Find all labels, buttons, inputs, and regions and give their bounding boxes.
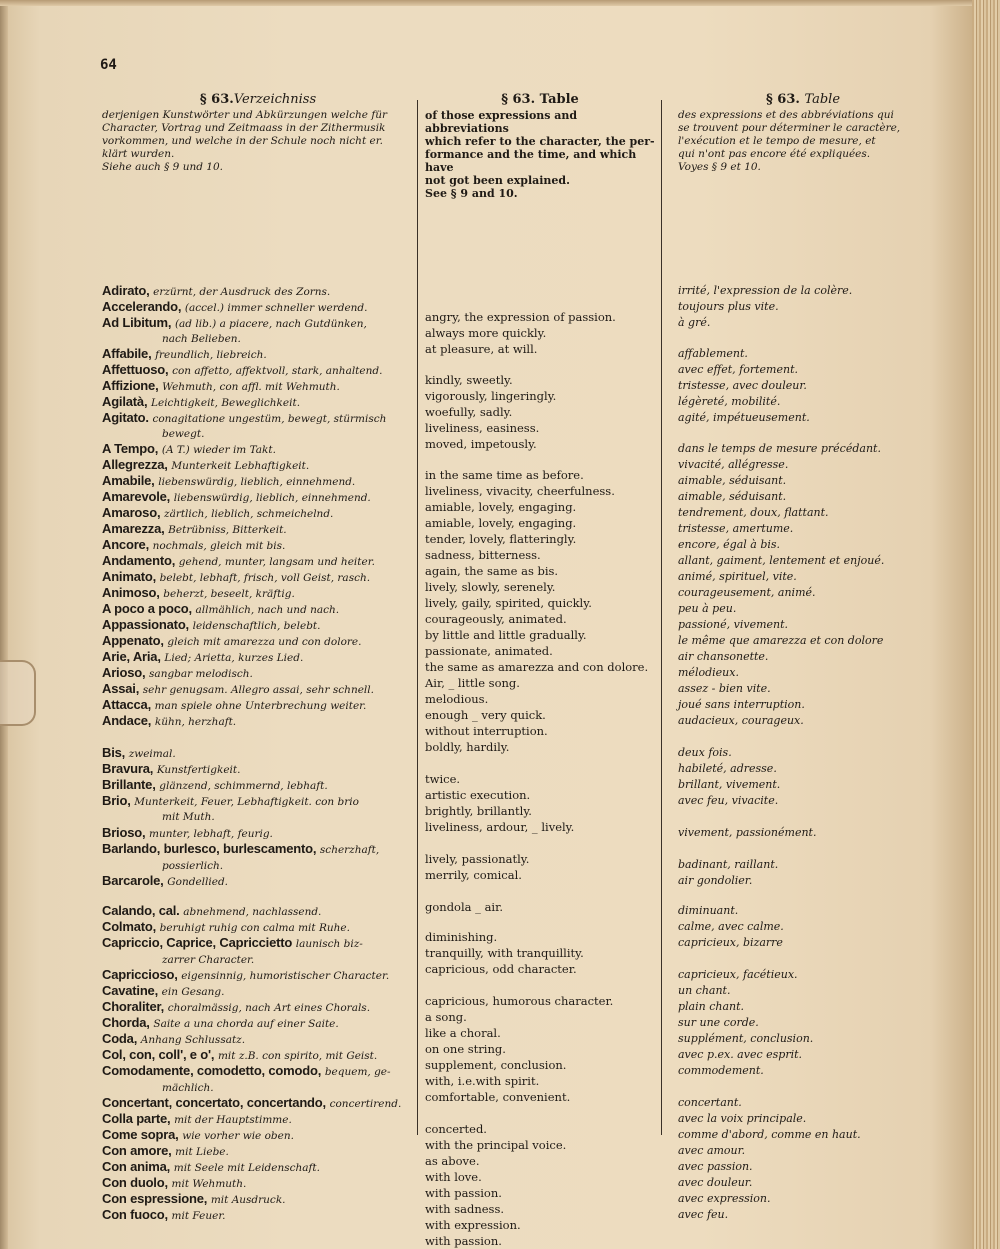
french-entry: tendrement, doux, flattant. <box>678 506 829 519</box>
entry-term: Attacca, <box>102 697 151 712</box>
french-entry: vivacité, allégresse. <box>678 458 789 471</box>
german-entry <box>102 347 267 362</box>
german-entry <box>102 522 287 537</box>
english-entry: lively, slowly, serenely. <box>425 580 556 594</box>
entry-term: Bis, <box>102 745 126 760</box>
entry-meaning: allmählich, nach und nach. <box>195 604 340 616</box>
entry-meaning: ein Gesang. <box>161 986 225 998</box>
german-entry <box>102 395 300 410</box>
entry-term: Brioso, <box>102 825 146 840</box>
entry-term: Con anima, <box>102 1159 171 1174</box>
french-entry: avec amour. <box>678 1144 746 1157</box>
entry-meaning: eigensinnig, humoristischer Character. <box>181 970 390 982</box>
english-entry: enough _ very quick. <box>425 708 546 722</box>
german-entry <box>102 952 254 967</box>
entry-meaning: mit Ausdruck. <box>210 1194 286 1206</box>
entry-meaning: mit z.B. con spirito, mit Geist. <box>217 1050 378 1062</box>
french-entry: courageusement, animé. <box>678 586 816 599</box>
english-entry: kindly, sweetly. <box>425 373 513 387</box>
french-entry: capricieux, bizarre <box>678 936 783 949</box>
german-entry <box>102 650 303 665</box>
french-entry: joué sans interruption. <box>678 698 805 711</box>
entry-meaning: zärtlich, lieblich, schmeichelnd. <box>164 508 334 520</box>
entry-meaning: wie vorher wie oben. <box>182 1130 294 1142</box>
german-entry <box>102 809 215 824</box>
entry-term: Arioso, <box>102 665 146 680</box>
french-entry: commodement. <box>678 1064 764 1077</box>
french-entry: toujours plus vite. <box>678 300 779 313</box>
english-entry: courageously, animated. <box>425 612 567 626</box>
entry-term: Adirato, <box>102 283 150 298</box>
german-column <box>102 92 414 1222</box>
german-entry <box>102 794 359 809</box>
german-entry <box>102 984 224 999</box>
english-entry: sadness, bitterness. <box>425 548 541 562</box>
french-entry: tristesse, avec douleur. <box>678 379 807 392</box>
german-entry <box>102 1144 229 1159</box>
french-entry: vivement, passionément. <box>678 826 817 839</box>
english-entry: twice. <box>425 772 461 786</box>
english-entry: with, i.e.with spirit. <box>425 1074 540 1088</box>
entry-term: Capriccio, Caprice, Capriccietto <box>102 935 293 950</box>
entry-meaning: erzürnt, der Ausdruck des Zorns. <box>153 286 331 298</box>
english-entry: liveliness, easiness. <box>425 421 540 435</box>
german-entry <box>102 666 253 681</box>
french-intro: des expressions et des abbréviations qui se trouvent pour déterminer le caractère, l'exécution et le tempo de mesure, et qui n'ont pas encore été expliquées. Voyes § 9 et 10. <box>678 109 901 173</box>
french-entry: avec passion. <box>678 1160 753 1173</box>
german-entry <box>102 1064 391 1079</box>
german-entry <box>102 379 340 394</box>
english-entry: woefully, sadly. <box>425 405 513 419</box>
entry-meaning: con affetto, affektvoll, stark, anhaltend. <box>172 365 383 377</box>
french-entry: habileté, adresse. <box>678 762 777 775</box>
german-entry <box>102 762 240 777</box>
entry-term: Affabile, <box>102 346 152 361</box>
english-entry: capricious, odd character. <box>425 962 577 976</box>
entry-term: Choraliter, <box>102 999 165 1014</box>
german-entry <box>102 1128 294 1143</box>
entry-meaning: kühn, herzhaft. <box>154 716 237 728</box>
entry-meaning: zweimal. <box>128 748 176 760</box>
binding-clip <box>0 660 36 726</box>
german-entry <box>102 1176 246 1191</box>
entry-meaning: sangbar melodisch. <box>149 668 253 680</box>
entry-meaning: Munterkeit Lebhaftigkeit. <box>171 460 310 472</box>
french-entry: mélodieux. <box>678 666 739 679</box>
entry-meaning: mit Wehmuth. <box>171 1178 247 1190</box>
entry-meaning: Leichtigkeit, Beweglichkeit. <box>151 397 301 409</box>
english-entry: with passion. <box>425 1186 502 1200</box>
german-entry <box>102 618 320 633</box>
entry-meaning: sehr genugsam. Allegro assai, sehr schnell. <box>142 684 374 696</box>
entry-term: Coda, <box>102 1031 138 1046</box>
german-entry <box>102 331 241 346</box>
german-entry <box>102 634 361 649</box>
english-entry: tender, lovely, flatteringly. <box>425 532 577 546</box>
german-heading: § 63.Verzeichniss <box>199 92 317 107</box>
german-entry <box>102 300 367 315</box>
english-entry: tranquilly, with tranquillity. <box>425 946 584 960</box>
german-entry <box>102 442 276 457</box>
entry-meaning: mit der Hauptstimme. <box>174 1114 292 1126</box>
french-entry: calme, avec calme. <box>678 920 784 933</box>
page-number: 64 <box>100 57 117 73</box>
german-entry <box>102 538 285 553</box>
entry-term: Con duolo, <box>102 1175 168 1190</box>
entry-term: Col, con, coll', e o', <box>102 1047 215 1062</box>
english-entry: comfortable, convenient. <box>425 1090 571 1104</box>
entry-meaning: (accel.) immer schneller werdend. <box>184 302 368 314</box>
entry-meaning: munter, lebhaft, feurig. <box>149 828 273 840</box>
entry-term: Animoso, <box>102 585 160 600</box>
entry-term: Andace, <box>102 713 152 728</box>
entry-term: Andamento, <box>102 553 176 568</box>
german-entry <box>102 1016 339 1031</box>
english-entry: with sadness. <box>425 1202 504 1216</box>
entry-term: Affettuoso, <box>102 362 169 377</box>
page-top-edge <box>0 0 1000 6</box>
french-entry: air gondolier. <box>678 874 753 887</box>
german-entry <box>102 1000 370 1015</box>
english-entry: concerted. <box>425 1122 487 1136</box>
page-stack-edge <box>972 0 1000 1249</box>
french-entry: avec p.ex. avec esprit. <box>678 1048 803 1061</box>
english-entry: without interruption. <box>425 724 548 738</box>
entry-term: Animato, <box>102 569 157 584</box>
german-entry <box>102 506 333 521</box>
french-entry: audacieux, courageux. <box>678 714 804 727</box>
entry-meaning: concertirend. <box>329 1098 402 1110</box>
english-entry: with passion. <box>425 1234 502 1248</box>
entry-meaning: abnehmend, nachlassend. <box>183 906 322 918</box>
german-entry <box>102 411 386 426</box>
entry-meaning: Wehmuth, con affl. mit Wehmuth. <box>162 381 340 393</box>
french-entry: à gré. <box>678 316 711 329</box>
german-entry <box>102 874 228 889</box>
french-entry: aimable, séduisant. <box>678 490 787 503</box>
entry-meaning: zarrer Character. <box>162 954 255 966</box>
entry-term: Con fuoco, <box>102 1207 168 1222</box>
french-entry: diminuant. <box>678 904 739 917</box>
german-entry <box>102 1096 401 1111</box>
english-entry: with love. <box>425 1170 482 1184</box>
entry-term: Accelerando, <box>102 299 182 314</box>
french-entry: le même que amarezza et con dolore <box>678 634 884 647</box>
french-entry: air chansonette. <box>678 650 769 663</box>
entry-term: Brillante, <box>102 777 156 792</box>
entry-term: Barcarole, <box>102 873 164 888</box>
french-entry: encore, égal à bis. <box>678 538 781 551</box>
english-intro: of those expressions and abbreviations which refer to the character, the per- formance and the time, and which have not got been explained. See § 9 and 10. <box>425 109 655 200</box>
german-entry <box>102 1208 226 1223</box>
french-entry: plain chant. <box>678 1000 745 1013</box>
entry-term: Comodamente, comodetto, comodo, <box>102 1063 322 1078</box>
english-entry: a song. <box>425 1010 467 1024</box>
english-entry: supplement, conclusion. <box>425 1058 567 1072</box>
german-entry <box>102 714 236 729</box>
english-entry: merrily, comical. <box>425 868 522 882</box>
entry-term: Concertant, concertato, concertando, <box>102 1095 326 1110</box>
english-entry: amiable, lovely, engaging. <box>425 500 577 514</box>
entry-meaning: (ad lib.) a piacere, nach Gutdünken, <box>174 318 367 330</box>
english-entry: the same as amarezza and con dolore. <box>425 660 649 674</box>
german-entry <box>102 920 350 935</box>
entry-meaning: Betrübniss, Bitterkeit. <box>168 524 287 536</box>
german-entry <box>102 1032 245 1047</box>
french-entry: avec la voix principale. <box>678 1112 807 1125</box>
english-entry: with expression. <box>425 1218 521 1232</box>
french-entry: tristesse, amertume. <box>678 522 794 535</box>
german-entry <box>102 1192 286 1207</box>
entry-meaning: Lied; Arietta, kurzes Lied. <box>164 652 304 664</box>
french-entry: avec expression. <box>678 1192 771 1205</box>
french-entry: deux fois. <box>678 746 732 759</box>
entry-term: Agilatà, <box>102 394 148 409</box>
entry-meaning: gehend, munter, langsam und heiter. <box>178 556 375 568</box>
entry-meaning: gleich mit amarezza und con dolore. <box>167 636 362 648</box>
entry-meaning: glänzend, schimmernd, lebhaft. <box>159 780 328 792</box>
entry-term: A poco a poco, <box>102 601 192 616</box>
entry-term: Capriccioso, <box>102 967 178 982</box>
entry-term: Barlando, burlesco, burlescamento, <box>102 841 317 856</box>
german-entry <box>102 554 375 569</box>
french-heading: § 63. Table <box>765 92 841 107</box>
german-entry <box>102 968 389 983</box>
french-entry: dans le temps de mesure précédant. <box>678 442 881 455</box>
entry-meaning: belebt, lebhaft, frisch, voll Geist, rasch. <box>159 572 371 584</box>
english-entry: Air, _ little song. <box>425 676 520 690</box>
entry-term: Affizione, <box>102 378 159 393</box>
german-entry <box>102 363 382 378</box>
entry-meaning: leidenschaftlich, belebt. <box>192 620 321 632</box>
german-entry <box>102 1048 377 1063</box>
german-entry <box>102 426 204 441</box>
german-entry <box>102 316 367 331</box>
entry-term: Chorda, <box>102 1015 150 1030</box>
entry-term: Colla parte, <box>102 1111 171 1126</box>
english-entry: as above. <box>425 1154 480 1168</box>
english-entry: always more quickly. <box>425 326 547 340</box>
entry-term: Colmato, <box>102 919 157 934</box>
french-entry: passioné, vivement. <box>678 618 789 631</box>
entry-meaning: beruhigt ruhig con calma mit Ruhe. <box>159 922 350 934</box>
french-entry: avec effet, fortement. <box>678 363 798 376</box>
german-entry <box>102 682 374 697</box>
french-entry: animé, spirituel, vite. <box>678 570 797 583</box>
german-entry <box>102 904 321 919</box>
english-entry: artistic execution. <box>425 788 531 802</box>
english-entry: amiable, lovely, engaging. <box>425 516 577 530</box>
french-entry: un chant. <box>678 984 731 997</box>
german-entry <box>102 1080 214 1095</box>
entry-term: Amarezza, <box>102 521 165 536</box>
german-entry <box>102 586 295 601</box>
entry-term: Con amore, <box>102 1143 172 1158</box>
french-entry: peu à peu. <box>678 602 737 615</box>
french-entry: affablement. <box>678 347 748 360</box>
entry-meaning: Saite a una chorda auf einer Saite. <box>153 1018 339 1030</box>
entry-meaning: liebenswürdig, lieblich, einnehmend. <box>173 492 371 504</box>
entry-meaning: Kunstfertigkeit. <box>156 764 241 776</box>
english-entry: passionate, animated. <box>425 644 553 658</box>
entry-meaning: mit Muth. <box>162 811 215 823</box>
german-entry <box>102 1160 320 1175</box>
page-left-edge <box>0 0 8 1249</box>
english-entry: again, the same as bis. <box>425 564 559 578</box>
english-entry: vigorously, lingeringly. <box>425 389 557 403</box>
entry-term: Cavatine, <box>102 983 159 998</box>
german-entry <box>102 602 339 617</box>
german-intro: derjenigen Kunstwörter und Abkürzungen welche für Character, Vortrag und Zeitmaass in der Zithermusik vorkommen, und welche in der Schule noch nicht er. klärt wurden. Siehe auch § 9 und 10. <box>102 109 387 173</box>
german-entry <box>102 458 309 473</box>
english-heading: § 63. Table <box>501 92 579 107</box>
entry-meaning: launisch biz- <box>295 938 363 950</box>
english-entry: with the principal voice. <box>425 1138 567 1152</box>
french-column <box>678 92 928 1221</box>
entry-meaning: mit Seele mit Leidenschaft. <box>173 1162 320 1174</box>
entry-term: Amabile, <box>102 473 155 488</box>
german-entry <box>102 284 330 299</box>
english-entry: at pleasure, at will. <box>425 342 538 356</box>
english-entry: melodious. <box>425 692 489 706</box>
english-entry: lively, passionatly. <box>425 852 530 866</box>
entry-meaning: (A T.) wieder im Takt. <box>161 444 276 456</box>
french-entry: légèreté, mobilité. <box>678 395 781 408</box>
german-entry <box>102 936 363 951</box>
german-entry <box>102 826 273 841</box>
entry-meaning: possierlich. <box>162 860 224 872</box>
german-entry <box>102 1112 292 1127</box>
english-entry: moved, impetously. <box>425 437 537 451</box>
entry-term: Bravura, <box>102 761 154 776</box>
entry-term: Come sopra, <box>102 1127 179 1142</box>
german-entry <box>102 746 176 761</box>
french-entry: allant, gaiment, lentement et enjoué. <box>678 554 885 567</box>
german-entry <box>102 474 355 489</box>
german-entry <box>102 858 223 873</box>
entry-term: Ad Libitum, <box>102 315 172 330</box>
entry-term: Brio, <box>102 793 131 808</box>
entry-term: Calando, cal. <box>102 903 180 918</box>
german-entry <box>102 842 379 857</box>
entry-meaning: Anhang Schlussatz. <box>140 1034 246 1046</box>
french-entry: supplément, conclusion. <box>678 1032 814 1045</box>
entry-meaning: scherzhaft, <box>319 844 380 856</box>
english-entry: lively, gaily, spirited, quickly. <box>425 596 592 610</box>
entry-meaning: choralmässig, nach Art eines Chorals. <box>167 1002 371 1014</box>
entry-meaning: liebenswürdig, lieblich, einnehmend. <box>158 476 356 488</box>
entry-meaning: man spiele ohne Unterbrechung weiter. <box>154 700 367 712</box>
entry-term: Arie, Aria, <box>102 649 161 664</box>
entry-meaning: mit Liebe. <box>175 1146 229 1158</box>
english-entry: in the same time as before. <box>425 468 584 482</box>
english-entry: diminishing. <box>425 930 498 944</box>
entry-meaning: nochmals, gleich mit bis. <box>152 540 286 552</box>
english-entry: brightly, brillantly. <box>425 804 532 818</box>
french-entry: badinant, raillant. <box>678 858 779 871</box>
french-entry: assez - bien vite. <box>678 682 771 695</box>
english-entry: liveliness, vivacity, cheerfulness. <box>425 484 615 498</box>
entry-meaning: beherzt, beseelt, kräftig. <box>163 588 295 600</box>
french-entry: aimable, séduisant. <box>678 474 787 487</box>
entry-term: Amaroso, <box>102 505 161 520</box>
entry-meaning: conagitatione ungestüm, bewegt, stürmisch <box>152 413 387 425</box>
entry-meaning: mit Feuer. <box>171 1210 226 1222</box>
column-rule-right <box>661 100 662 1135</box>
entry-term: Agitato. <box>102 410 149 425</box>
entry-meaning: bewegt. <box>162 428 205 440</box>
entry-term: A Tempo, <box>102 441 159 456</box>
entry-meaning: nach Belieben. <box>162 333 241 345</box>
entry-meaning: Munterkeit, Feuer, Lebhaftigkeit. con brio <box>134 796 359 808</box>
english-column <box>425 92 655 1248</box>
german-entry <box>102 570 370 585</box>
entry-term: Appassionato, <box>102 617 189 632</box>
french-entry: capricieux, facétieux. <box>678 968 798 981</box>
entry-meaning: bequem, ge- <box>324 1066 391 1078</box>
french-entry: irrité, l'expression de la colère. <box>678 284 853 297</box>
french-entry: agité, impétueusement. <box>678 411 810 424</box>
english-entry: boldly, hardily. <box>425 740 510 754</box>
english-entry: on one string. <box>425 1042 506 1056</box>
english-entry: like a choral. <box>425 1026 501 1040</box>
entry-meaning: freundlich, liebreich. <box>155 349 267 361</box>
entry-term: Assai, <box>102 681 140 696</box>
german-entry <box>102 698 366 713</box>
english-entry: liveliness, ardour, _ lively. <box>425 820 575 834</box>
entry-term: Ancore, <box>102 537 150 552</box>
french-entry: concertant. <box>678 1096 742 1109</box>
entry-meaning: Gondellied. <box>167 876 229 888</box>
french-entry: avec feu. <box>678 1208 729 1221</box>
entry-term: Allegrezza, <box>102 457 168 472</box>
german-entry <box>102 490 371 505</box>
entry-term: Appenato, <box>102 633 164 648</box>
english-entry: gondola _ air. <box>425 900 503 914</box>
german-entry <box>102 778 328 793</box>
french-entry: comme d'abord, comme en haut. <box>678 1128 861 1141</box>
entry-meaning: mächlich. <box>162 1082 214 1094</box>
french-entry: brillant, vivement. <box>678 778 781 791</box>
french-entry: sur une corde. <box>678 1016 759 1029</box>
french-entry: avec douleur. <box>678 1176 753 1189</box>
entry-term: Con espressione, <box>102 1191 208 1206</box>
english-entry: capricious, humorous character. <box>425 994 614 1008</box>
english-entry: by little and little gradually. <box>425 628 587 642</box>
entry-term: Amarevole, <box>102 489 171 504</box>
french-entry: avec feu, vivacite. <box>678 794 779 807</box>
column-rule-left <box>417 100 418 1135</box>
english-entry: angry, the expression of passion. <box>425 310 616 324</box>
